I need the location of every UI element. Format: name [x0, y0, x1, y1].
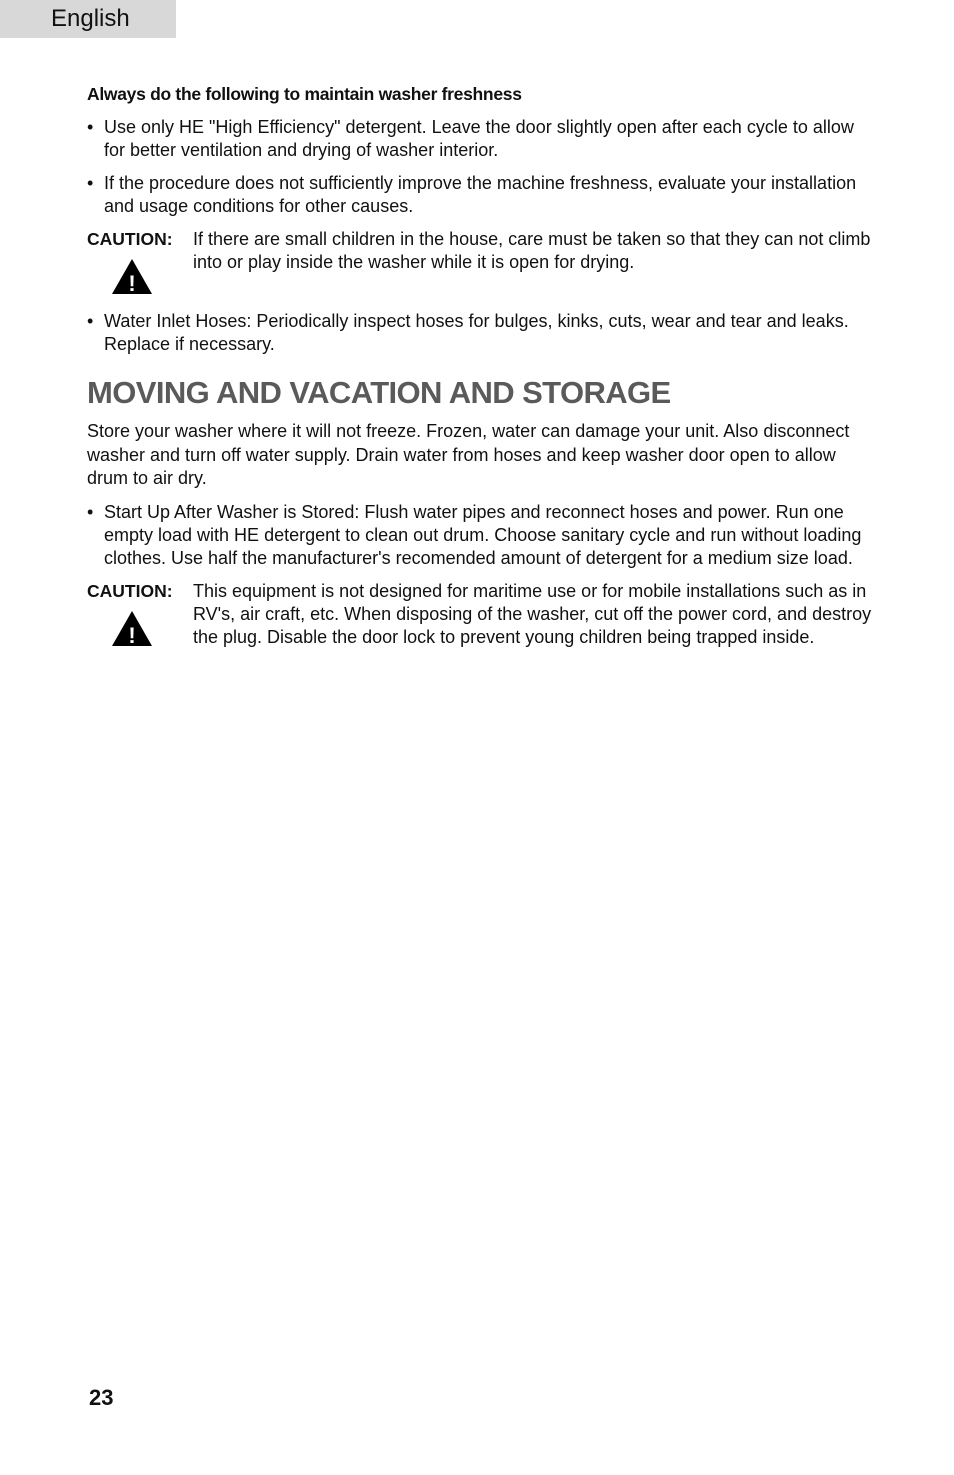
list-item-text: Water Inlet Hoses: Periodically inspect hoses for bulges, kinks, cuts, wear and tear and leaks. Replace if necessary. — [104, 311, 849, 354]
warning-triangle-icon — [111, 610, 153, 647]
page-number: 23 — [89, 1385, 114, 1410]
caution-label: CAUTION: — [87, 229, 173, 249]
bullet-glyph: • — [87, 117, 94, 137]
list-item-text: Use only HE "High Efficiency" detergent. Leave the door slightly open after each cycle to allow for better ventilation and drying of washer interior. — [104, 117, 854, 160]
caution-label: CAUTION: — [87, 580, 173, 601]
section-title-storage: MOVING AND VACATION AND STORAGE — [87, 375, 671, 410]
caution-text: If there are small children in the house, care must be taken so that they can not climb into or play inside the washer while it is open for drying. — [193, 229, 871, 272]
list-item-water-inlet-hoses — [87, 310, 877, 356]
bullet-glyph: • — [87, 501, 94, 522]
warning-triangle-icon — [111, 258, 153, 295]
storage-intro-paragraph: Store your washer where it will not freeze. Frozen, water can damage your unit. Also disconnect washer and turn off water supply. Drain water from hoses and keep washer door open to allow drum to air dry. — [87, 421, 850, 488]
caution-children — [87, 228, 877, 298]
page-content — [87, 82, 877, 662]
list-item-text: If the procedure does not sufficiently improve the machine freshness, evaluate your installation and usage conditions for other causes. — [104, 173, 857, 216]
bullet-glyph: • — [87, 173, 94, 193]
language-tab — [0, 0, 176, 38]
svg-text:!: ! — [128, 622, 136, 647]
list-item-start-up-after-storage — [87, 501, 877, 570]
caution-maritime — [87, 580, 877, 650]
list-item-text: Start Up After Washer is Stored: Flush water pipes and reconnect hoses and power. Run one empty load with HE detergent to clean out drum. Choose sanitary cycle and run without loading clothes. Use half the manufacturer's recomended amount of detergent for a medium size load. — [104, 501, 862, 568]
list-item-freshness-procedure — [87, 172, 877, 218]
svg-text:!: ! — [128, 271, 136, 295]
language-tab-label: English — [51, 5, 130, 32]
freshness-subheading: Always do the following to maintain washer freshness — [87, 84, 522, 104]
bullet-glyph: • — [87, 311, 94, 331]
caution-text: This equipment is not designed for maritime use or for mobile installations such as in RV's, air craft, etc. When disposing of the washer, cut off the power cord, and destroy the plug. Disable the door lock to prevent young children being trapped inside. — [193, 580, 872, 647]
list-item-he-detergent — [87, 116, 877, 162]
